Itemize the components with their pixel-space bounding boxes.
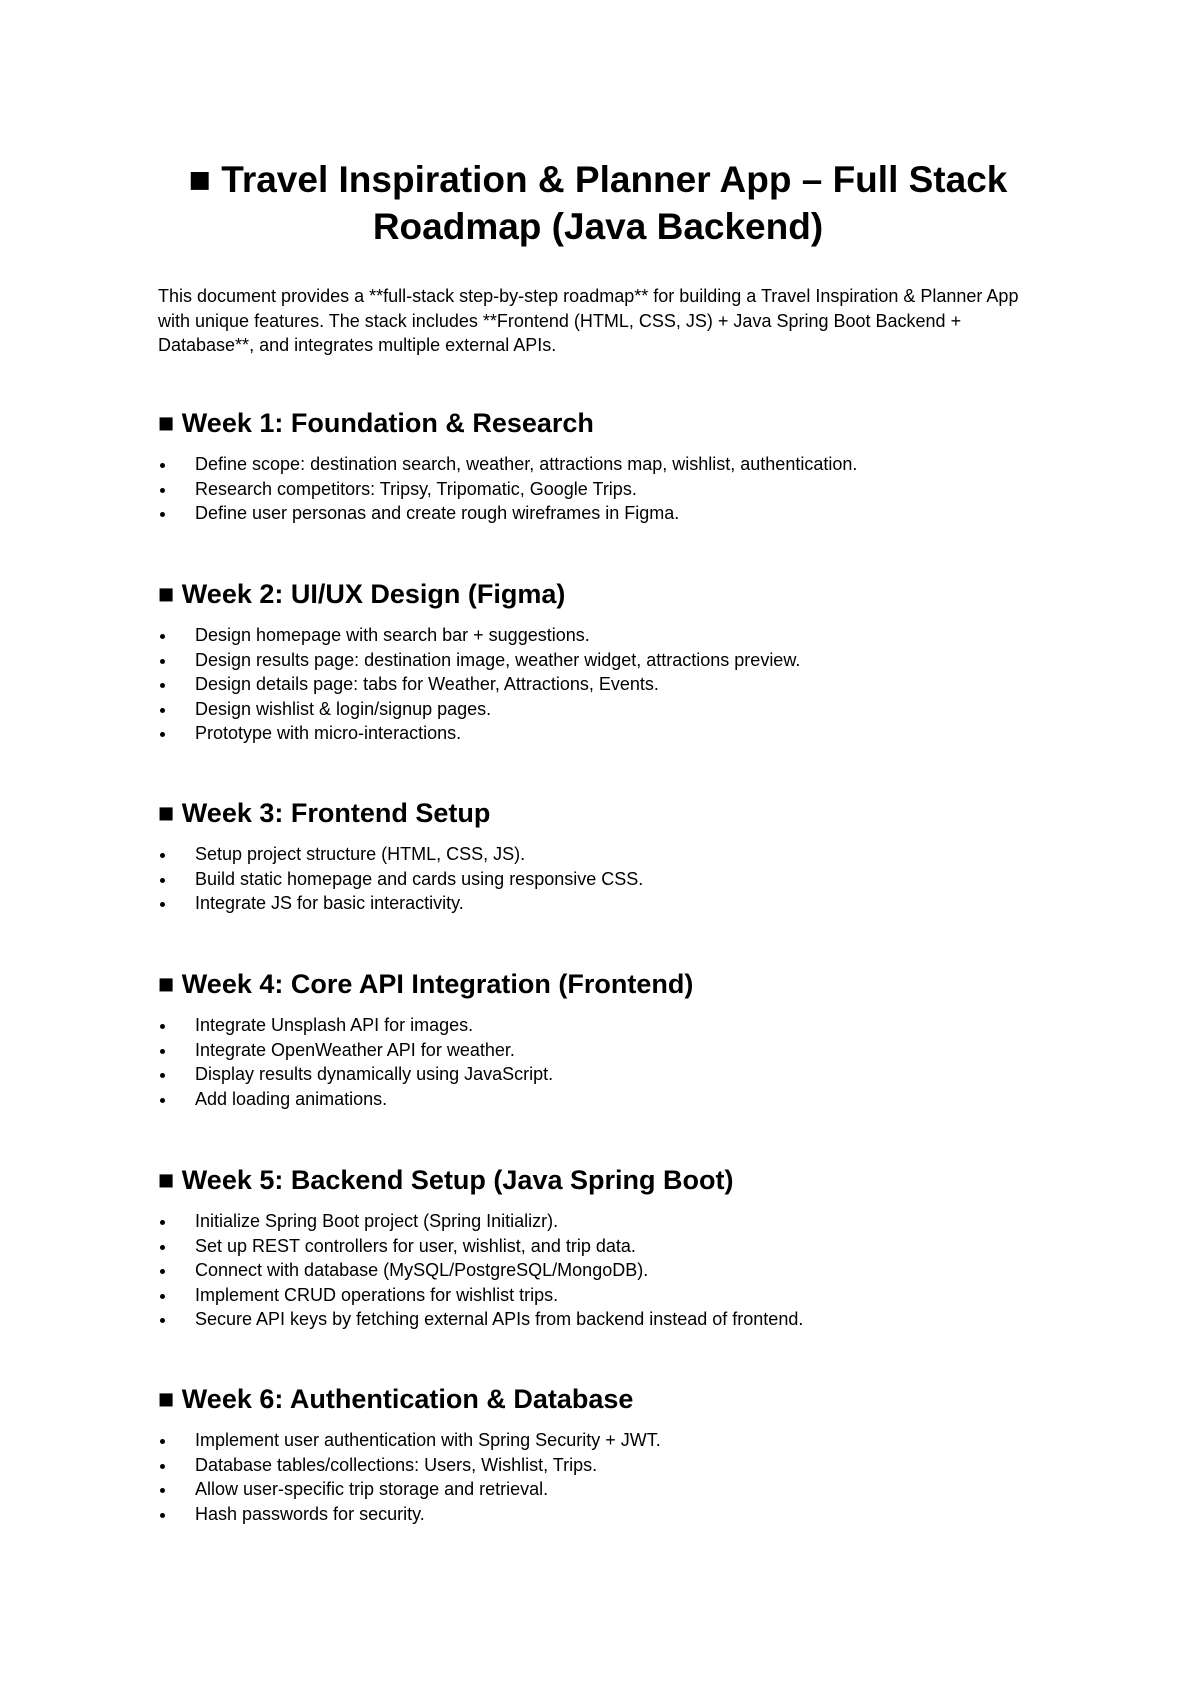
list-item: Implement CRUD operations for wishlist trips. (158, 1283, 1038, 1308)
list-item: Setup project structure (HTML, CSS, JS). (158, 842, 1038, 867)
list-item: Secure API keys by fetching external APIs from backend instead of frontend. (158, 1307, 1038, 1332)
week-4-heading: ■ Week 4: Core API Integration (Frontend) (158, 969, 694, 999)
week-4-list (158, 1013, 1038, 1111)
list-item: Set up REST controllers for user, wishlist, and trip data. (158, 1234, 1038, 1259)
intro-paragraph: This document provides a **full-stack step-by-step roadmap** for building a Travel Inspiration & Planner App with unique features. The stack includes **Frontend (HTML, CSS, JS) + Java Spring Boot Backend + Database**, and integrates multiple external APIs. (158, 286, 1019, 355)
week-5-heading: ■ Week 5: Backend Setup (Java Spring Boot) (158, 1165, 734, 1195)
list-item: Add loading animations. (158, 1087, 1038, 1112)
list-item: Build static homepage and cards using responsive CSS. (158, 867, 1038, 892)
list-item: Integrate JS for basic interactivity. (158, 891, 1038, 916)
document-title: ■ Travel Inspiration & Planner App – Full Stack Roadmap (Java Backend) (188, 159, 1008, 247)
list-item: Integrate OpenWeather API for weather. (158, 1038, 1038, 1063)
list-item: Connect with database (MySQL/PostgreSQL/MongoDB). (158, 1258, 1038, 1283)
list-item: Design wishlist & login/signup pages. (158, 697, 1038, 722)
week-4-section (158, 967, 1038, 1111)
week-1-heading: ■ Week 1: Foundation & Research (158, 408, 594, 438)
list-item: Prototype with micro-interactions. (158, 721, 1038, 746)
week-6-heading: ■ Week 6: Authentication & Database (158, 1384, 634, 1414)
week-5-list (158, 1209, 1038, 1332)
week-1-list (158, 452, 1038, 526)
list-item: Design homepage with search bar + suggestions. (158, 623, 1038, 648)
list-item: Hash passwords for security. (158, 1502, 1038, 1527)
week-2-section (158, 577, 1038, 746)
week-3-heading: ■ Week 3: Frontend Setup (158, 798, 491, 828)
week-6-section (158, 1382, 1038, 1526)
list-item: Define user personas and create rough wireframes in Figma. (158, 501, 1038, 526)
list-item: Integrate Unsplash API for images. (158, 1013, 1038, 1038)
week-1-section (158, 406, 1038, 526)
list-item: Initialize Spring Boot project (Spring Initializr). (158, 1209, 1038, 1234)
week-2-heading: ■ Week 2: UI/UX Design (Figma) (158, 579, 566, 609)
list-item: Design details page: tabs for Weather, Attractions, Events. (158, 672, 1038, 697)
list-item: Allow user-specific trip storage and retrieval. (158, 1477, 1038, 1502)
week-5-section (158, 1163, 1038, 1332)
list-item: Research competitors: Tripsy, Tripomatic, Google Trips. (158, 477, 1038, 502)
list-item: Display results dynamically using JavaScript. (158, 1062, 1038, 1087)
week-2-list (158, 623, 1038, 746)
list-item: Database tables/collections: Users, Wishlist, Trips. (158, 1453, 1038, 1478)
list-item: Implement user authentication with Spring Security + JWT. (158, 1428, 1038, 1453)
week-3-list (158, 842, 1038, 916)
list-item: Design results page: destination image, weather widget, attractions preview. (158, 648, 1038, 673)
week-6-list (158, 1428, 1038, 1526)
list-item: Define scope: destination search, weather, attractions map, wishlist, authentication. (158, 452, 1038, 477)
week-3-section (158, 796, 1038, 916)
